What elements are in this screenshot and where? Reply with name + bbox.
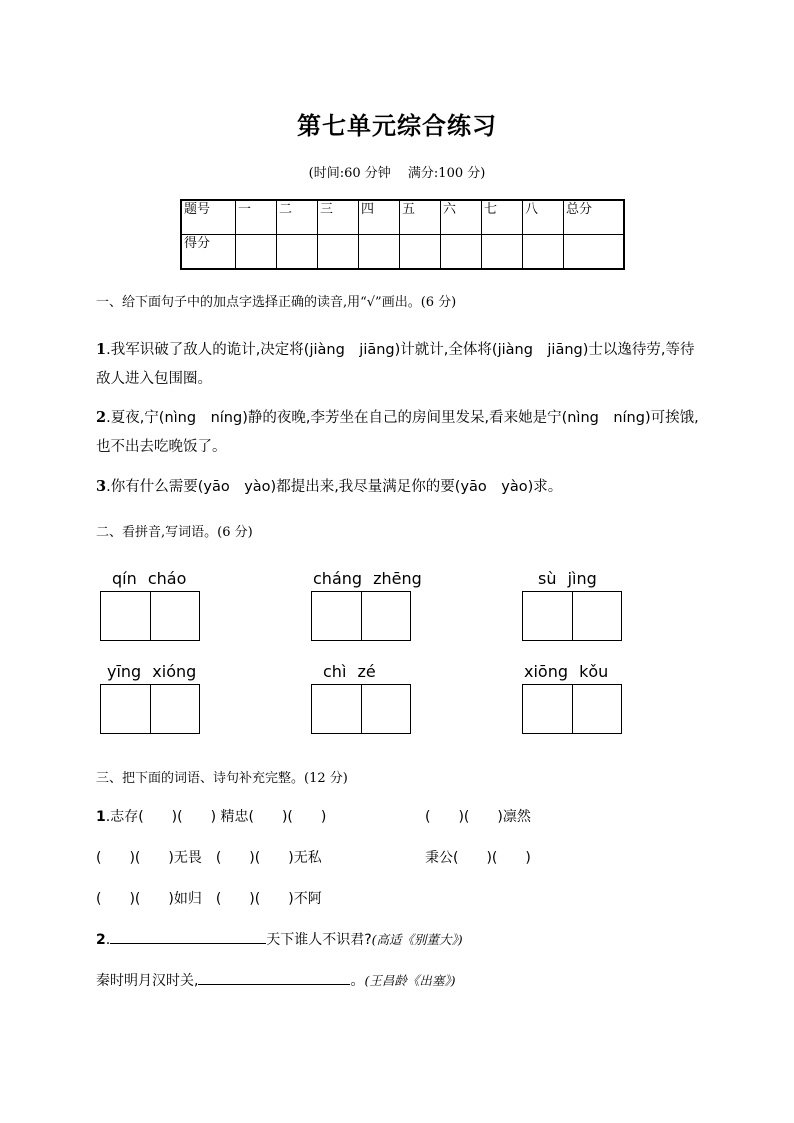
word-grid[interactable] xyxy=(522,684,622,734)
char-cell[interactable] xyxy=(572,685,622,733)
char-cell[interactable] xyxy=(523,592,572,640)
poem-line-2 xyxy=(96,970,455,990)
score-table-header-cell: 七 xyxy=(482,200,523,235)
score-cell[interactable] xyxy=(359,235,400,270)
score-table-header-cell: 四 xyxy=(359,200,400,235)
question-number: 2 xyxy=(96,409,107,426)
question-number: 3 xyxy=(96,478,107,495)
question-number: 1 xyxy=(96,809,106,825)
idiom-row-2a[interactable]: ( )( )无畏 ( )( )无私 xyxy=(96,850,322,866)
score-table-header-cell: 二 xyxy=(277,200,318,235)
score-table-header-cell: 六 xyxy=(441,200,482,235)
score-table-header-row xyxy=(181,200,624,235)
idiom-blanks[interactable]: .志存( )( ) 精忠( )( ) xyxy=(105,809,327,825)
char-cell[interactable] xyxy=(150,685,200,733)
word-grid[interactable] xyxy=(311,591,411,641)
question-punct: . xyxy=(105,932,111,948)
score-table xyxy=(180,199,625,270)
score-table-header-cell: 题号 xyxy=(181,200,236,235)
score-cell[interactable] xyxy=(523,235,564,270)
score-table-header-cell: 八 xyxy=(523,200,564,235)
section-1-question-3 xyxy=(96,472,706,502)
exam-duration-info: (时间:60 分钟 满分:100 分) xyxy=(308,166,486,181)
idiom-row-3a[interactable]: ( )( )如归 ( )( )不阿 xyxy=(96,891,322,907)
section-1-heading: 一、给下面句子中的加点字选择正确的读音,用“√”画出。(6 分) xyxy=(96,295,457,310)
section-3-heading: 三、把下面的词语、诗句补充完整。(12 分) xyxy=(96,771,348,786)
score-cell[interactable] xyxy=(318,235,359,270)
char-cell[interactable] xyxy=(312,685,361,733)
score-table-header-cell: 一 xyxy=(236,200,277,235)
pinyin-text: qín cháo xyxy=(112,569,187,588)
poem-citation: (高适《别董大》) xyxy=(371,932,463,947)
word-grid[interactable] xyxy=(100,591,200,641)
char-cell[interactable] xyxy=(312,592,361,640)
question-number: 2 xyxy=(96,932,106,948)
score-table-score-row xyxy=(181,235,624,270)
word-grid[interactable] xyxy=(311,684,411,734)
score-cell[interactable] xyxy=(482,235,523,270)
pinyin-text: sù jìng xyxy=(538,569,597,588)
score-table-header-cell: 五 xyxy=(400,200,441,235)
score-cell[interactable] xyxy=(441,235,482,270)
idiom-row-1a xyxy=(96,806,326,826)
question-number: 1 xyxy=(96,341,107,358)
idiom-row-1b[interactable]: ( )( )凛然 xyxy=(425,809,531,825)
pinyin-text: cháng zhēng xyxy=(313,569,422,588)
pinyin-text: chì zé xyxy=(323,662,376,681)
section-2-heading: 二、看拼音,写词语。(6 分) xyxy=(96,525,253,540)
poem-text: 秦时明月汉时关, xyxy=(96,973,199,989)
question-text: .你有什么需要(yāo yào)都提出来,我尽量满足你的要(yāo yào)求。 xyxy=(106,479,563,495)
word-grid[interactable] xyxy=(522,591,622,641)
score-cell[interactable] xyxy=(277,235,318,270)
poem-line-1 xyxy=(96,929,463,949)
poem-blank[interactable] xyxy=(198,970,350,985)
question-text: .夏夜,宁(nìng níng)静的夜晚,李芳坐在自己的房间里发呆,看来她是宁(nìng níng)可挨饿,也不出去吃晚饭了。 xyxy=(96,410,699,455)
score-table-header-cell: 三 xyxy=(318,200,359,235)
section-1-question-2 xyxy=(96,403,706,462)
char-cell[interactable] xyxy=(572,592,622,640)
pinyin-text: xiōng kǒu xyxy=(524,662,609,681)
char-cell[interactable] xyxy=(523,685,572,733)
char-cell[interactable] xyxy=(101,592,150,640)
word-grid[interactable] xyxy=(100,684,200,734)
pinyin-text: yīng xióng xyxy=(107,662,197,681)
poem-text: 。 xyxy=(350,973,365,989)
char-cell[interactable] xyxy=(150,592,200,640)
question-text: .我军识破了敌人的诡计,决定将(jiàng jiāng)计就计,全体将(jiàng jiāng)士以逸待劳,等待敌人进入包围圈。 xyxy=(96,342,695,387)
poem-blank[interactable] xyxy=(110,929,266,944)
char-cell[interactable] xyxy=(101,685,150,733)
page-title: 第七单元综合练习 xyxy=(297,111,497,140)
score-cell-total[interactable] xyxy=(564,235,625,270)
char-cell[interactable] xyxy=(361,592,411,640)
poem-text: 天下谁人不识君? xyxy=(266,932,372,948)
idiom-row-2b[interactable]: 秉公( )( ) xyxy=(425,850,531,866)
score-cell[interactable] xyxy=(400,235,441,270)
section-1-question-1 xyxy=(96,335,706,394)
score-table-header-cell: 总分 xyxy=(564,200,625,235)
score-row-label: 得分 xyxy=(181,235,236,270)
char-cell[interactable] xyxy=(361,685,411,733)
score-cell[interactable] xyxy=(236,235,277,270)
poem-citation: (王昌龄《出塞》) xyxy=(364,973,456,988)
